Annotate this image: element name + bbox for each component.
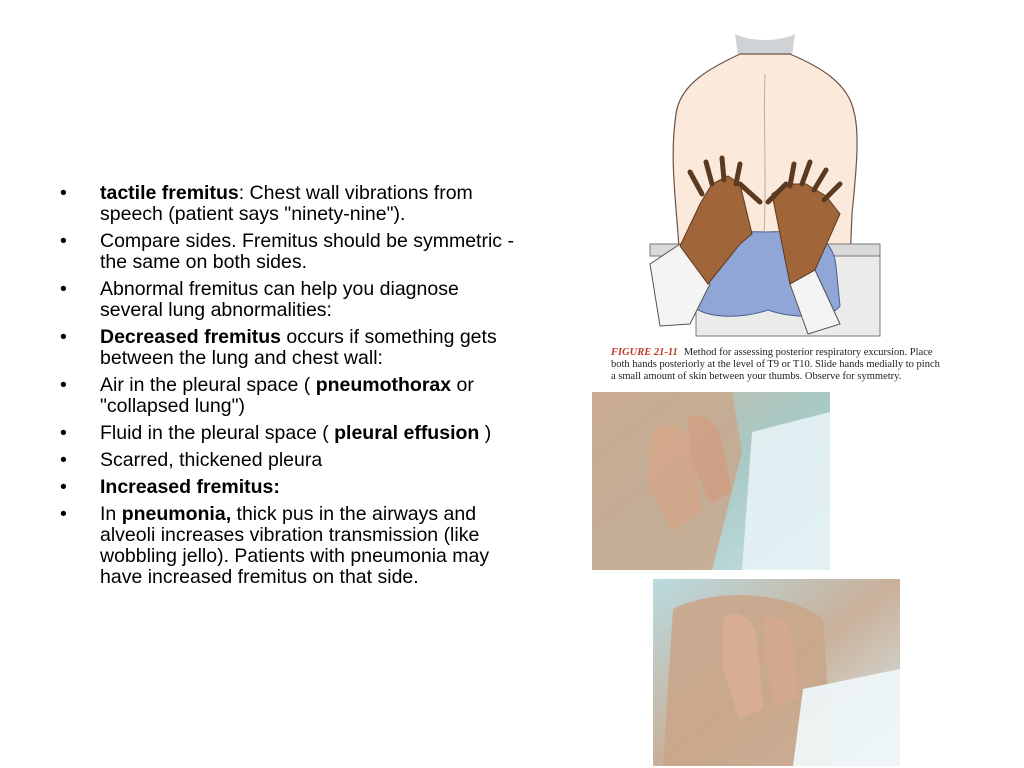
bullet-text: Air in the pleural space ( (100, 374, 316, 396)
bullet-text: ) (479, 422, 492, 444)
bullet-item (60, 327, 520, 369)
bullet-item (60, 183, 520, 225)
fremitus-photo-2 (653, 579, 900, 766)
posterior-chest-illustration (640, 34, 890, 340)
bullet-bold-text: Decreased fremitus (100, 326, 282, 348)
figure-caption (611, 347, 941, 383)
bullet-bold-text: pneumonia, (121, 503, 232, 525)
bullet-marker: • (60, 230, 67, 252)
bullet-list (60, 183, 520, 594)
bullet-marker: • (60, 182, 67, 204)
bullet-marker: • (60, 476, 67, 498)
bullet-marker: • (60, 278, 67, 300)
bullet-bold-text: pneumothorax (315, 374, 452, 396)
bullet-bold-text: pleural effusion (334, 422, 480, 444)
bullet-item (60, 375, 520, 417)
bullet-bold-text: Increased fremitus: (100, 476, 280, 498)
bullet-marker: • (60, 422, 67, 444)
bullet-marker: • (60, 326, 67, 348)
bullet-text: occurs if something gets between the lung and chest wall: (100, 326, 497, 369)
bullet-marker: • (60, 503, 67, 525)
bullet-text: : Chest wall vibrations from speech (patient says "ninety-nine"). (100, 182, 473, 225)
bullet-bold-text: tactile fremitus (100, 182, 239, 204)
bullet-item (60, 504, 520, 588)
bullet-text: Compare sides. Fremitus should be symmetric - the same on both sides. (100, 230, 514, 273)
bullet-text: Fluid in the pleural space ( (100, 422, 335, 444)
bullet-marker: • (60, 449, 67, 471)
figure-caption-text: Method for assessing posterior respiratory excursion. Place both hands posteriorly at the level of T9 or T10. Slide hands medially to pinch a small amount of skin between your thumbs. Observe for symmetry. (611, 347, 940, 382)
bullet-item (60, 231, 520, 273)
fremitus-photo-1 (592, 392, 830, 570)
bullet-item (60, 423, 520, 444)
figure-label: FIGURE 21-11 (611, 347, 678, 358)
bullet-text: thick pus in the airways and alveoli increases vibration transmission (like wobbling jello). Patients with pneumonia may have increased fremitus on that side. (100, 503, 490, 588)
bullet-item (60, 279, 520, 321)
bullet-text: In (100, 503, 122, 525)
bullet-item (60, 450, 520, 471)
bullet-text: Scarred, thickened pleura (100, 449, 323, 471)
bullet-marker: • (60, 374, 67, 396)
bullet-text: Abnormal fremitus can help you diagnose several lung abnormalities: (100, 278, 459, 321)
bullet-item (60, 477, 520, 498)
bullet-text: or "collapsed lung") (100, 374, 474, 417)
